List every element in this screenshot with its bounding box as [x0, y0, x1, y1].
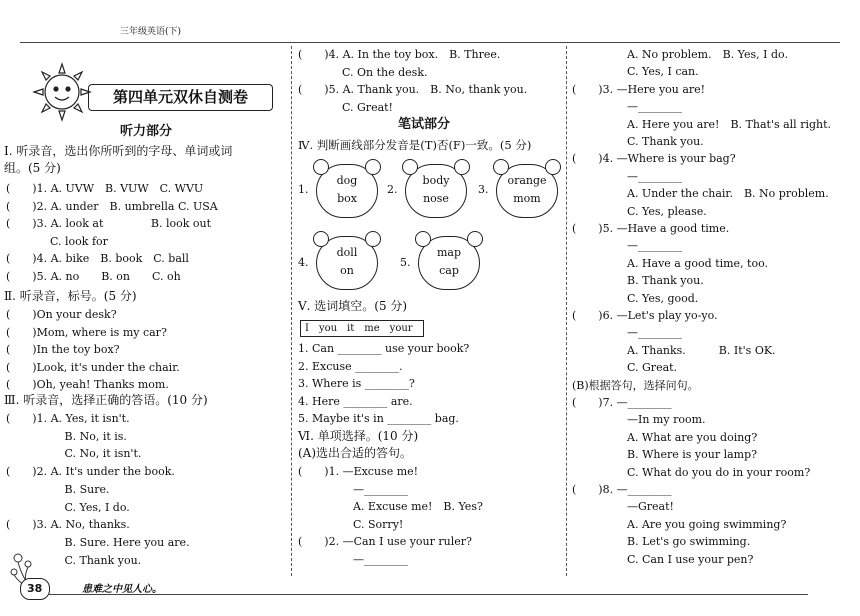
question-line: C. Yes, I do.	[6, 500, 130, 514]
question-line: A. Here you are! B. That's all right.	[572, 117, 832, 131]
section3-title: Ⅲ. 听录音，选择正确的答语。(10 分)	[4, 393, 208, 407]
section2-title: Ⅱ. 听录音，标号。(5 分)	[4, 289, 137, 303]
question-line: ( )5. A. Thank you. B. No, thank you.	[298, 83, 528, 96]
footer-motto: 患难之中见人心。	[82, 584, 162, 595]
question-line: —Great!	[572, 500, 674, 514]
unit-title: 第四单元双休自测卷	[88, 84, 273, 111]
question-line: C. look for	[6, 234, 108, 248]
bear-ear	[402, 159, 418, 175]
question-line: C. Thank you.	[572, 135, 704, 148]
question-line: ( )5. A. no B. on C. oh	[6, 269, 181, 283]
bear-bubble	[316, 236, 378, 290]
bear-ear	[454, 159, 470, 175]
question-line: C. Yes, good.	[572, 291, 699, 305]
question-line: C. Can I use your pen?	[572, 552, 754, 566]
question-line: ( )2. A. under B. umbrella C. USA	[6, 199, 218, 213]
section6-title: Ⅵ. 单项选择。(10 分)	[298, 429, 419, 443]
section1-title: Ⅰ. 听录音，选出你所听到的字母、单词或词	[4, 144, 233, 158]
question-line: ( )2. A. It's under the book.	[6, 465, 175, 479]
bear-ear	[365, 231, 381, 247]
bear-bubble	[405, 164, 467, 218]
section5-title: Ⅴ. 选词填空。(5 分)	[298, 299, 408, 313]
question-line: ( )Mom, where is my car?	[6, 325, 167, 339]
question-line: ( )4. A. bike B. book C. ball	[6, 252, 189, 265]
question-line: C. What do you do in your room?	[572, 465, 811, 479]
header-rule	[20, 42, 840, 43]
question-line: ( )5. —Have a good time.	[572, 222, 730, 235]
question-line: ( )1. A. UVW B. VUW C. WVU	[6, 182, 204, 195]
section4-title: Ⅳ. 判断画线部分发音是(T)否(F)一致。(5 分)	[298, 138, 532, 152]
page-number-badge	[20, 578, 50, 600]
question-line: A. Have a good time, too.	[572, 256, 769, 270]
bear-ear	[313, 159, 329, 175]
bubble-word: nose	[423, 192, 449, 205]
bear-bubble	[418, 236, 480, 290]
question-line: —________	[572, 100, 682, 114]
bear-ear	[415, 231, 431, 247]
question-line: A. Excuse me! B. Yes?	[298, 500, 483, 513]
question-line: ( )1. A. Yes, it isn't.	[6, 412, 130, 425]
footer-rule	[48, 594, 808, 595]
question-line: B. Where is your lamp?	[572, 448, 758, 462]
question-line: 1. Can ________ use your book?	[298, 342, 470, 355]
column-divider-right	[566, 46, 567, 576]
question-line: ( )Look, it's under the chair.	[6, 360, 180, 374]
question-line: A. Are you going swimming?	[572, 517, 787, 531]
question-line: ( )4. —Where is your bag?	[572, 152, 736, 166]
word-bank: I you it me your	[305, 323, 413, 334]
bubble-word: box	[337, 192, 357, 205]
question-line: C. On the desk.	[298, 65, 428, 79]
bubble-number: 3.	[478, 183, 489, 196]
question-line: —________	[572, 169, 682, 183]
bear-bubble	[496, 164, 558, 218]
bubble-word: cap	[439, 264, 459, 277]
question-line: B. Thank you.	[572, 274, 704, 288]
bubble-word: mom	[513, 192, 541, 205]
question-line: ( )3. —Here you are!	[572, 82, 706, 96]
section6-sub-a: (A)选出合适的答句。	[298, 446, 413, 460]
question-line: B. No, it is.	[6, 429, 127, 443]
bubble-word: on	[340, 264, 354, 277]
question-line: ( )4. A. In the toy box. B. Three.	[298, 48, 501, 61]
question-line: —________	[572, 239, 682, 253]
bubble-number: 4.	[298, 256, 309, 269]
question-line: (B)根据答句，选择问句。	[572, 378, 699, 392]
bear-bubble	[316, 164, 378, 218]
question-line: C. Sorry!	[298, 517, 404, 531]
question-line: C. Great!	[298, 100, 393, 114]
bear-ear	[365, 159, 381, 175]
written-heading: 笔试部分	[398, 117, 451, 132]
page-number: 38	[27, 582, 43, 595]
question-line: 2. Excuse ________.	[298, 359, 403, 373]
section1-title-cont: 组。(5 分)	[4, 161, 61, 175]
question-line: ( )Oh, yeah! Thanks mom.	[6, 378, 169, 391]
question-line: —________	[572, 326, 682, 340]
question-line: ( )8. —________	[572, 483, 672, 496]
question-line: C. Yes, please.	[572, 204, 707, 218]
question-line: C. Thank you.	[6, 553, 142, 567]
question-line: B. Sure.	[6, 482, 110, 496]
question-line: ( )In the toy box?	[6, 343, 120, 356]
question-line: A. Thanks. B. It's OK.	[572, 343, 776, 357]
question-line: ( )1. —Excuse me!	[298, 465, 419, 478]
bubble-word: orange	[507, 174, 547, 187]
bubble-word: map	[436, 246, 462, 259]
bubble-number: 5.	[400, 256, 411, 269]
question-line: A. No problem. B. Yes, I do.	[572, 48, 788, 61]
question-line: 4. Here ________ are.	[298, 394, 413, 408]
question-line: 3. Where is ________?	[298, 377, 415, 390]
question-line: 5. Maybe it's in ________ bag.	[298, 412, 459, 425]
bear-ear	[313, 231, 329, 247]
question-line: B. Sure. Here you are.	[6, 535, 190, 549]
question-line: ( )7. —________	[572, 396, 672, 409]
question-line: ( )3. A. look at B. look out	[6, 217, 212, 230]
column-divider-left	[291, 46, 292, 576]
question-line: ( )2. —Can I use your ruler?	[298, 535, 472, 548]
question-line: —________	[298, 482, 408, 496]
question-line: ( )On your desk?	[6, 308, 117, 321]
grade-label: 三年级英语(下)	[120, 27, 182, 37]
word-bank-box	[300, 320, 424, 337]
listening-heading: 听力部分	[120, 124, 173, 139]
bear-ear	[493, 159, 509, 175]
bubble-number: 2.	[387, 183, 398, 196]
question-line: C. No, it isn't.	[6, 447, 142, 461]
sun-mascot-icon	[30, 60, 94, 124]
question-line: B. Let's go swimming.	[572, 535, 751, 549]
question-line: ( )6. —Let's play yo-yo.	[572, 309, 718, 322]
question-line: A. Under the chair. B. No problem.	[572, 187, 829, 201]
bubble-word: dog	[336, 174, 358, 187]
question-line: A. What are you doing?	[572, 430, 758, 444]
bubble-word: body	[422, 174, 450, 187]
question-line: ( )3. A. No, thanks.	[6, 518, 130, 532]
question-line: —________	[298, 552, 408, 566]
bubble-number: 1.	[298, 183, 309, 196]
question-line: —In my room.	[572, 413, 706, 427]
question-line: C. Great.	[572, 361, 678, 375]
bear-ear	[467, 231, 483, 247]
bear-ear	[545, 159, 561, 175]
bubble-word: doll	[336, 246, 358, 259]
question-line: C. Yes, I can.	[572, 65, 699, 79]
